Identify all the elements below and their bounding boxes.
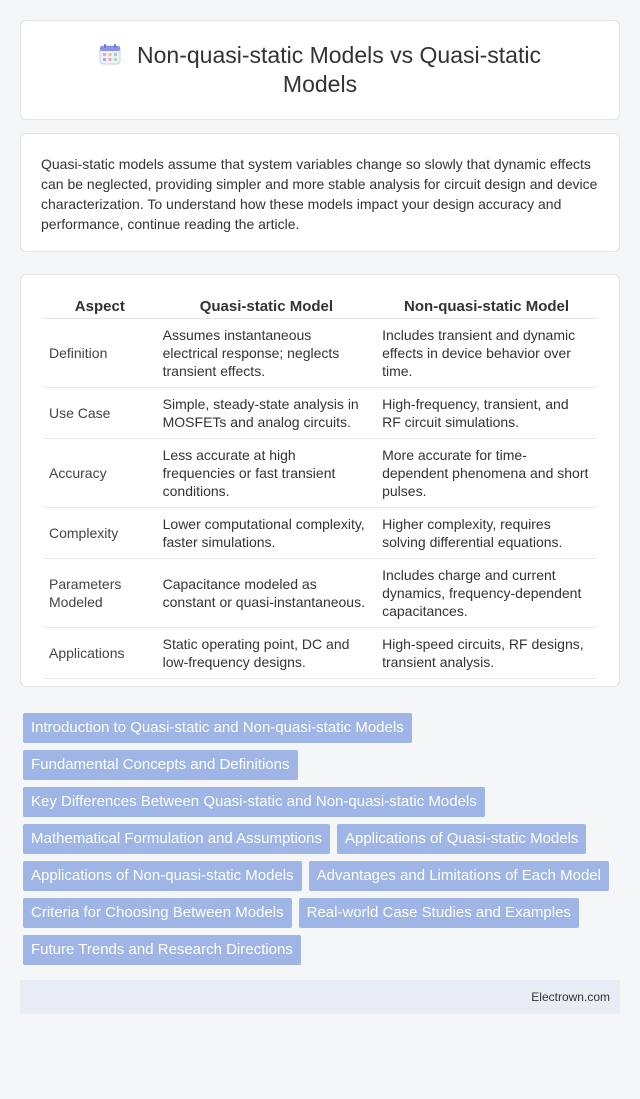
row-non-quasi-static: Higher complexity, requires solving differential equations. <box>376 508 597 559</box>
row-aspect: Definition <box>43 319 157 388</box>
header-aspect: Aspect <box>43 295 157 319</box>
topic-link-advantages-limitations[interactable]: Advantages and Limitations of Each Model <box>309 861 609 891</box>
row-aspect: Use Case <box>43 388 157 439</box>
topic-links <box>23 713 620 965</box>
topic-link-key-differences[interactable]: Key Differences Between Quasi-static and Non-quasi-static Models <box>23 787 485 817</box>
row-non-quasi-static: Includes transient and dynamic effects in device behavior over time. <box>376 319 597 388</box>
topic-link-fundamentals[interactable]: Fundamental Concepts and Definitions <box>23 750 298 780</box>
header-non-quasi-static: Non-quasi-static Model <box>376 295 597 319</box>
comparison-table-card <box>20 274 620 687</box>
table-row <box>43 388 597 439</box>
title-wrap <box>60 41 580 99</box>
row-non-quasi-static: Includes charge and current dynamics, frequency-dependent capacitances. <box>376 559 597 628</box>
topic-link-applications-non-quasi-static[interactable]: Applications of Non-quasi-static Models <box>23 861 302 891</box>
row-non-quasi-static: More accurate for time-dependent phenomena and short pulses. <box>376 439 597 508</box>
calendar-icon <box>99 43 121 65</box>
comparison-table <box>43 295 597 679</box>
row-quasi-static: Assumes instantaneous electrical response; neglects transient effects. <box>157 319 376 388</box>
row-quasi-static: Simple, steady-state analysis in MOSFETs and analog circuits. <box>157 388 376 439</box>
row-aspect: Complexity <box>43 508 157 559</box>
footer-site-name[interactable]: Electrown.com <box>531 990 610 1004</box>
topic-link-applications-quasi-static[interactable]: Applications of Quasi-static Models <box>337 824 586 854</box>
row-non-quasi-static: High-speed circuits, RF designs, transient analysis. <box>376 628 597 679</box>
table-row <box>43 628 597 679</box>
row-aspect: Applications <box>43 628 157 679</box>
table-header-row <box>43 295 597 319</box>
title-card <box>20 20 620 120</box>
page-title: Non-quasi-static Models vs Quasi-static Models <box>137 42 541 97</box>
intro-text: Quasi-static models assume that system variables change so slowly that dynamic effects can be neglected, providing simpler and more stable analysis for circuit design and device characterization. To understand how these models impact your design accuracy and performance, continue reading the article. <box>41 156 598 232</box>
table-row <box>43 559 597 628</box>
topic-link-case-studies[interactable]: Real-world Case Studies and Examples <box>299 898 579 928</box>
topic-link-criteria[interactable]: Criteria for Choosing Between Models <box>23 898 292 928</box>
row-quasi-static: Less accurate at high frequencies or fast transient conditions. <box>157 439 376 508</box>
row-quasi-static: Static operating point, DC and low-frequency designs. <box>157 628 376 679</box>
topic-link-mathematical-formulation[interactable]: Mathematical Formulation and Assumptions <box>23 824 330 854</box>
table-row <box>43 319 597 388</box>
table-row <box>43 439 597 508</box>
row-non-quasi-static: High-frequency, transient, and RF circuit simulations. <box>376 388 597 439</box>
topic-link-future-trends[interactable]: Future Trends and Research Directions <box>23 935 301 965</box>
row-aspect: Parameters Modeled <box>43 559 157 628</box>
topic-link-introduction[interactable]: Introduction to Quasi-static and Non-quasi-static Models <box>23 713 412 743</box>
row-quasi-static: Capacitance modeled as constant or quasi-instantaneous. <box>157 559 376 628</box>
footer <box>20 980 620 1014</box>
intro-card <box>20 133 620 252</box>
row-quasi-static: Lower computational complexity, faster simulations. <box>157 508 376 559</box>
row-aspect: Accuracy <box>43 439 157 508</box>
header-quasi-static: Quasi-static Model <box>157 295 376 319</box>
table-row <box>43 508 597 559</box>
